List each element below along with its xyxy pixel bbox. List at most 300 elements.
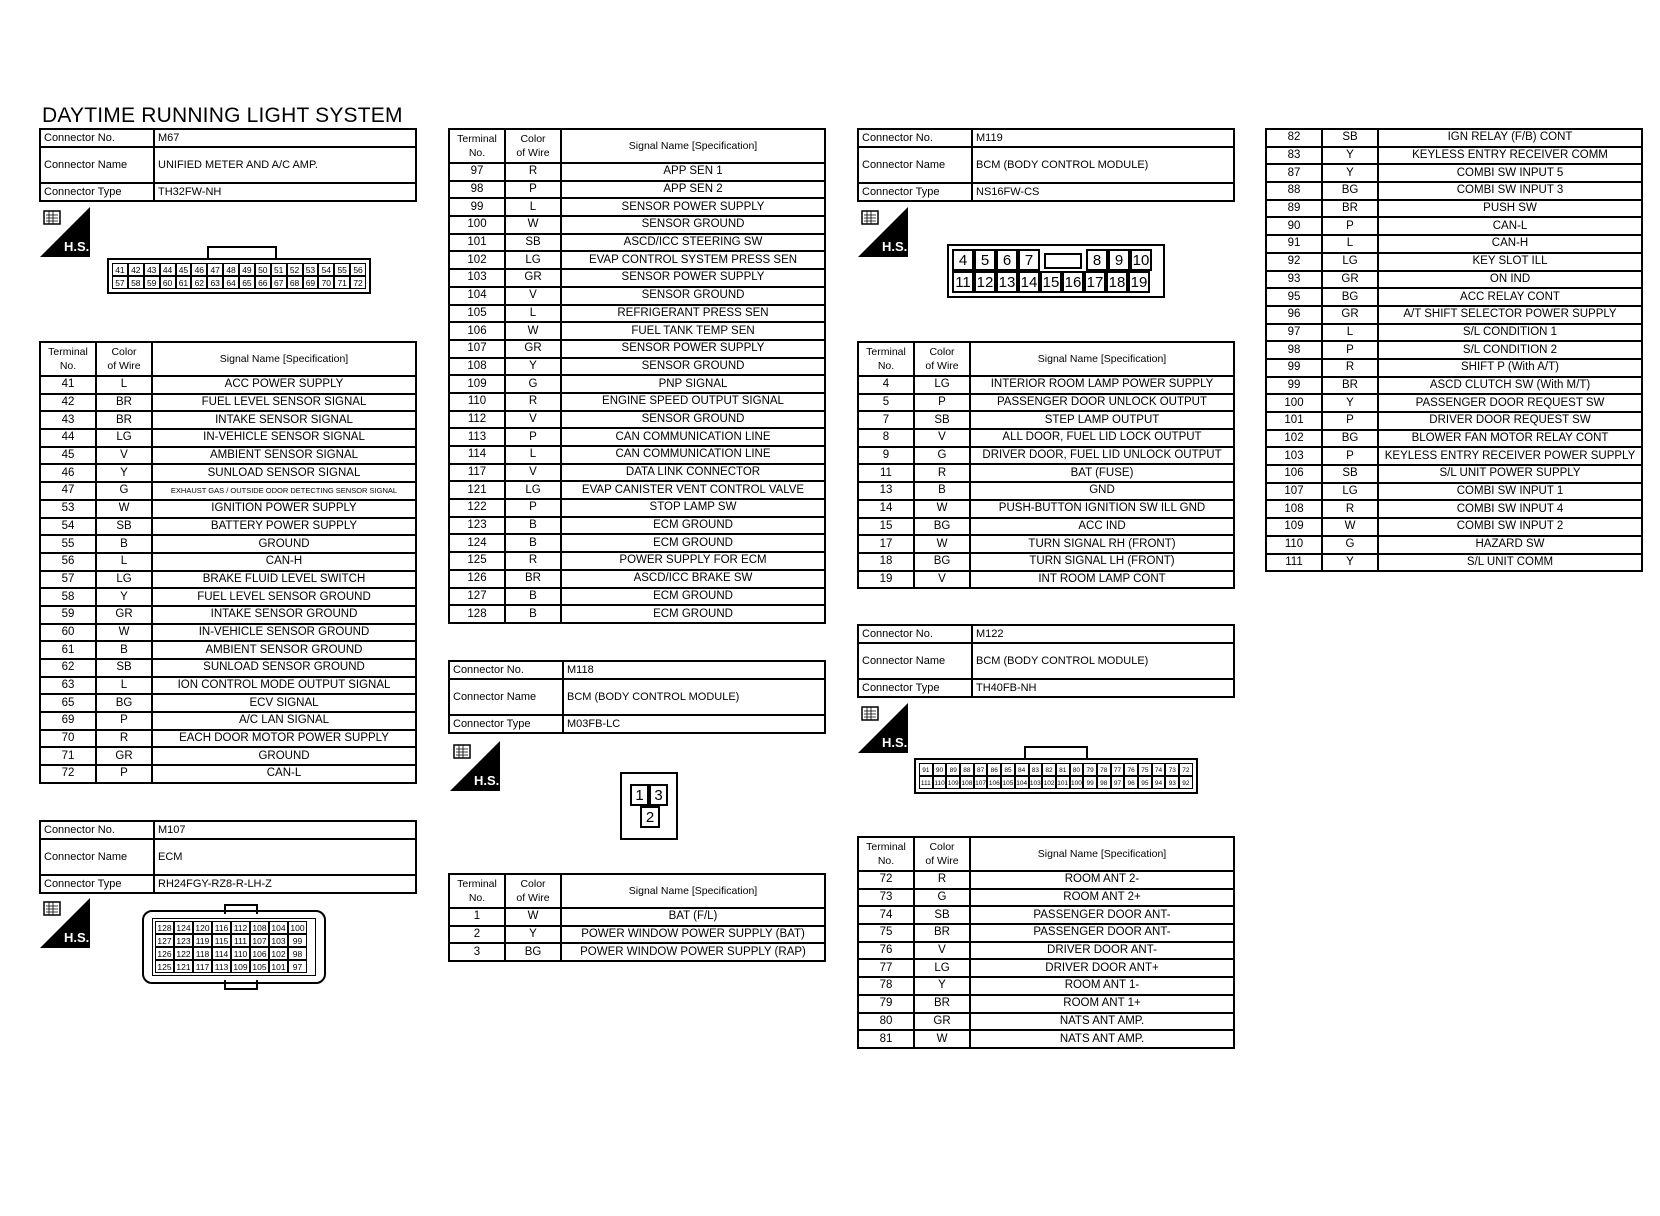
wire-color: BR [96, 394, 152, 412]
signal-name: INTAKE SENSOR GROUND [152, 606, 416, 624]
table-row [449, 251, 825, 269]
connector-pin: 119 [193, 934, 212, 947]
table-row [858, 995, 1234, 1013]
connector-pin: 77 [1111, 763, 1125, 776]
table-row [449, 216, 825, 234]
signal-name: CAN-L [1378, 217, 1642, 235]
wire-color: R [1322, 500, 1378, 518]
terminal-no: 72 [858, 871, 914, 889]
connector-pin: 81 [1056, 763, 1070, 776]
table-row [40, 606, 416, 624]
wire-color: BG [914, 553, 970, 571]
connector-pin: 111 [919, 776, 933, 789]
signal-name: SENSOR GROUND [561, 216, 825, 234]
connector-pin: 56 [350, 263, 366, 276]
terminal-no: 105 [449, 305, 505, 323]
connector-no: M122 [972, 625, 1234, 643]
connector-pin: 44 [160, 263, 176, 276]
wire-color: R [1322, 359, 1378, 377]
wire-color: R [505, 393, 561, 411]
signal-name: DRIVER DOOR ANT+ [970, 959, 1234, 977]
terminal-no: 4 [858, 376, 914, 394]
table-row [40, 500, 416, 518]
connector-pin: 70 [318, 276, 334, 289]
connector-pin: 1 [630, 784, 649, 806]
terminal-no: 74 [858, 906, 914, 924]
signal-name: PUSH SW [1378, 200, 1642, 218]
wire-color: W [914, 1030, 970, 1048]
terminal-no: 107 [1266, 483, 1322, 501]
connector-pin: 16 [1062, 271, 1084, 293]
signal-name: ROOM ANT 2- [970, 871, 1234, 889]
connector-pin: 89 [946, 763, 960, 776]
signal-name: IGN RELAY (F/B) CONT [1378, 129, 1642, 147]
table-row [449, 428, 825, 446]
table-row [449, 464, 825, 482]
table-row [449, 552, 825, 570]
signal-name: COMBI SW INPUT 3 [1378, 182, 1642, 200]
table-row [40, 464, 416, 482]
terminal-no: 1 [449, 908, 505, 926]
terminal-no: 17 [858, 535, 914, 553]
wire-color: SB [914, 411, 970, 429]
terminal-no: 98 [1266, 341, 1322, 359]
signal-name: EACH DOOR MOTOR POWER SUPPLY [152, 730, 416, 748]
signal-name: APP SEN 1 [561, 163, 825, 181]
connector-pin: 7 [1018, 249, 1040, 271]
wire-color: G [96, 482, 152, 500]
signal-name: ROOM ANT 1+ [970, 995, 1234, 1013]
terminal-no: 88 [1266, 182, 1322, 200]
connector-type: M03FB-LC [563, 715, 825, 733]
table-row [449, 588, 825, 606]
connector-pin: 123 [174, 934, 193, 947]
table-row [449, 322, 825, 340]
wire-color: GR [505, 269, 561, 287]
signal-name: S/L CONDITION 2 [1378, 341, 1642, 359]
col-signal: Signal Name [Specification] [970, 342, 1234, 376]
table-row [449, 287, 825, 305]
terminal-no: 47 [40, 482, 96, 500]
harness-side-icon [858, 703, 908, 753]
wire-color: BG [505, 943, 561, 961]
terminal-no: 106 [449, 322, 505, 340]
table-row [1266, 500, 1642, 518]
terminal-no: 46 [40, 464, 96, 482]
signal-name: STOP LAMP SW [561, 499, 825, 517]
terminal-no: 97 [449, 163, 505, 181]
table-row [1266, 536, 1642, 554]
wire-color: Y [96, 464, 152, 482]
connector-face-m122 [914, 746, 1198, 794]
table-row [40, 429, 416, 447]
terminal-no: 14 [858, 500, 914, 518]
connector-pin: 82 [1042, 763, 1056, 776]
table-row [449, 181, 825, 199]
signal-name: DRIVER DOOR, FUEL LID UNLOCK OUTPUT [970, 447, 1234, 465]
wire-color: V [505, 411, 561, 429]
label: Connector No. [449, 661, 563, 679]
signal-name: ACC IND [970, 518, 1234, 536]
wire-color: R [914, 464, 970, 482]
table-row [1266, 182, 1642, 200]
label: Connector Name [858, 643, 972, 679]
wire-color: L [96, 677, 152, 695]
connector-pin: 74 [1152, 763, 1166, 776]
connector-no: M67 [154, 129, 416, 147]
terminal-no: 99 [449, 198, 505, 216]
signal-name: POWER WINDOW POWER SUPPLY (BAT) [561, 926, 825, 944]
signal-name: BATTERY POWER SUPPLY [152, 518, 416, 536]
table-row [1266, 412, 1642, 430]
wire-color: SB [1322, 129, 1378, 147]
terminal-table-m67 [39, 341, 417, 784]
table-row [1266, 200, 1642, 218]
signal-name: INTERIOR ROOM LAMP POWER SUPPLY [970, 376, 1234, 394]
connector-pin: 108 [960, 776, 974, 789]
wire-color: GR [1322, 306, 1378, 324]
wire-color: P [1322, 412, 1378, 430]
connector-pin: 72 [1179, 763, 1193, 776]
terminal-no: 8 [858, 429, 914, 447]
table-row [449, 517, 825, 535]
connector-pin: 104 [1015, 776, 1029, 789]
col-color: Color of Wire [505, 129, 561, 163]
connector-pin: 111 [231, 934, 250, 947]
wire-color: BG [914, 518, 970, 536]
connector-pin: 91 [919, 763, 933, 776]
signal-name: CAN-L [152, 765, 416, 783]
connector-pin: 101 [1056, 776, 1070, 789]
connector-pin: 4 [952, 249, 974, 271]
wire-color: G [505, 375, 561, 393]
table-row [449, 926, 825, 944]
connector-pin: 109 [946, 776, 960, 789]
signal-name: SENSOR GROUND [561, 287, 825, 305]
signal-name: KEY SLOT ILL [1378, 253, 1642, 271]
terminal-no: 61 [40, 641, 96, 659]
connector-pin: 2 [640, 806, 660, 828]
table-row [40, 765, 416, 783]
table-row [858, 889, 1234, 907]
terminal-no: 126 [449, 570, 505, 588]
connector-pin: 97 [288, 960, 307, 973]
connector-pin: 126 [155, 947, 174, 960]
table-row [40, 624, 416, 642]
terminal-no: 109 [1266, 518, 1322, 536]
col-signal: Signal Name [Specification] [561, 874, 825, 908]
connector-pin: 104 [269, 921, 288, 934]
signal-name: SUNLOAD SENSOR SIGNAL [152, 464, 416, 482]
terminal-no: 58 [40, 588, 96, 606]
signal-name: DATA LINK CONNECTOR [561, 464, 825, 482]
connector-pin: 64 [223, 276, 239, 289]
signal-name: DRIVER DOOR REQUEST SW [1378, 412, 1642, 430]
table-row [40, 712, 416, 730]
terminal-no: 103 [1266, 447, 1322, 465]
terminal-no: 93 [1266, 271, 1322, 289]
wire-color: W [914, 535, 970, 553]
col-terminal: Terminal No. [40, 342, 96, 376]
connector-pin: 6 [996, 249, 1018, 271]
connector-pin: 106 [250, 947, 269, 960]
terminal-no: 109 [449, 375, 505, 393]
wire-color: Y [1322, 164, 1378, 182]
table-row [449, 393, 825, 411]
connector-pin: 12 [974, 271, 996, 293]
connector-pin: 101 [269, 960, 288, 973]
signal-name: NATS ANT AMP. [970, 1030, 1234, 1048]
connector-pin: 43 [144, 263, 160, 276]
table-row [858, 1030, 1234, 1048]
table-row [449, 269, 825, 287]
connector-pin: 128 [155, 921, 174, 934]
table-row [1266, 253, 1642, 271]
wire-color: P [505, 428, 561, 446]
wire-color: V [505, 287, 561, 305]
signal-name: EVAP CANISTER VENT CONTROL VALVE [561, 481, 825, 499]
signal-name: S/L UNIT POWER SUPPLY [1378, 465, 1642, 483]
connector-pin: 85 [1001, 763, 1015, 776]
connector-pin: 99 [1083, 776, 1097, 789]
connector-info-m107 [39, 820, 417, 894]
signal-name: ON IND [1378, 271, 1642, 289]
connector-pin: 122 [174, 947, 193, 960]
connector-pin: 121 [174, 960, 193, 973]
table-row [858, 376, 1234, 394]
table-row [858, 535, 1234, 553]
connector-pin: 100 [288, 921, 307, 934]
terminal-no: 78 [858, 977, 914, 995]
terminal-no: 95 [1266, 288, 1322, 306]
signal-name: ION CONTROL MODE OUTPUT SIGNAL [152, 677, 416, 695]
signal-name: COMBI SW INPUT 4 [1378, 500, 1642, 518]
terminal-no: 106 [1266, 465, 1322, 483]
terminal-no: 102 [449, 251, 505, 269]
signal-name: PUSH-BUTTON IGNITION SW ILL GND [970, 500, 1234, 518]
connector-pin: 83 [1029, 763, 1043, 776]
terminal-no: 87 [1266, 164, 1322, 182]
connector-pin: 53 [303, 263, 319, 276]
signal-name: PNP SIGNAL [561, 375, 825, 393]
terminal-no: 75 [858, 924, 914, 942]
wire-color: G [1322, 536, 1378, 554]
connector-pin: 42 [128, 263, 144, 276]
wire-color: GR [96, 606, 152, 624]
terminal-no: 101 [1266, 412, 1322, 430]
table-row [1266, 324, 1642, 342]
connector-pin: 127 [155, 934, 174, 947]
terminal-no: 79 [858, 995, 914, 1013]
table-row [1266, 129, 1642, 147]
connector-pin: 107 [250, 934, 269, 947]
terminal-no: 99 [1266, 377, 1322, 395]
signal-name: EXHAUST GAS / OUTSIDE ODOR DETECTING SENSOR SIGNAL [152, 482, 416, 500]
svg-text:H.S.: H.S. [474, 773, 500, 788]
wire-color: W [505, 908, 561, 926]
table-row [449, 908, 825, 926]
connector-pin: 8 [1086, 249, 1108, 271]
wire-color: BR [1322, 377, 1378, 395]
connector-pin: 120 [193, 921, 212, 934]
connector-pin: 106 [987, 776, 1001, 789]
connector-pin: 97 [1111, 776, 1125, 789]
connector-pin: 54 [318, 263, 334, 276]
wire-color: Y [96, 588, 152, 606]
connector-pin: 100 [1070, 776, 1084, 789]
signal-name: PASSENGER DOOR ANT- [970, 924, 1234, 942]
wire-color: W [505, 216, 561, 234]
wire-color: LG [96, 429, 152, 447]
table-row [858, 411, 1234, 429]
svg-text:H.S.: H.S. [64, 239, 90, 254]
signal-name: ASCD CLUTCH SW (With M/T) [1378, 377, 1642, 395]
wire-color: SB [1322, 465, 1378, 483]
connector-pin: 93 [1165, 776, 1179, 789]
table-row [449, 499, 825, 517]
connector-pin: 49 [239, 263, 255, 276]
terminal-no: 96 [1266, 306, 1322, 324]
signal-name: FUEL LEVEL SENSOR SIGNAL [152, 394, 416, 412]
table-row [1266, 359, 1642, 377]
col-color: Color of Wire [914, 342, 970, 376]
wire-color: L [96, 553, 152, 571]
connector-no: M107 [154, 821, 416, 839]
signal-name: IN-VEHICLE SENSOR GROUND [152, 624, 416, 642]
wire-color: Y [505, 358, 561, 376]
signal-name: KEYLESS ENTRY RECEIVER COMM [1378, 147, 1642, 165]
table-row [40, 659, 416, 677]
signal-name: ECM GROUND [561, 534, 825, 552]
signal-name: ECM GROUND [561, 588, 825, 606]
signal-name: COMBI SW INPUT 1 [1378, 483, 1642, 501]
terminal-no: 99 [1266, 359, 1322, 377]
wire-color: LG [96, 571, 152, 589]
table-row [1266, 465, 1642, 483]
terminal-no: 110 [449, 393, 505, 411]
connector-pin: 103 [1029, 776, 1043, 789]
connector-pin: 79 [1083, 763, 1097, 776]
col-terminal: Terminal No. [858, 837, 914, 871]
table-row [858, 464, 1234, 482]
label: Connector No. [40, 821, 154, 839]
signal-name: GROUND [152, 747, 416, 765]
signal-name: CAN-H [1378, 235, 1642, 253]
label: Connector Name [858, 147, 972, 183]
svg-text:H.S.: H.S. [882, 735, 908, 750]
wire-color: L [96, 376, 152, 394]
signal-name: TURN SIGNAL LH (FRONT) [970, 553, 1234, 571]
terminal-no: 76 [858, 942, 914, 960]
connector-pin: 98 [1097, 776, 1111, 789]
table-row [1266, 217, 1642, 235]
table-row [858, 518, 1234, 536]
wire-color: P [1322, 217, 1378, 235]
table-row [449, 234, 825, 252]
table-row [40, 694, 416, 712]
table-row [858, 482, 1234, 500]
connector-pin: 41 [112, 263, 128, 276]
signal-name: INT ROOM LAMP CONT [970, 571, 1234, 589]
wire-color: LG [505, 251, 561, 269]
connector-pin: 87 [974, 763, 988, 776]
connector-face-m67 [107, 246, 371, 294]
table-row [858, 553, 1234, 571]
connector-pin: 96 [1124, 776, 1138, 789]
terminal-no: 128 [449, 605, 505, 623]
wire-color: Y [1322, 394, 1378, 412]
connector-pin: 17 [1084, 271, 1106, 293]
signal-name: IGNITION POWER SUPPLY [152, 500, 416, 518]
table-row [449, 358, 825, 376]
terminal-no: 91 [1266, 235, 1322, 253]
terminal-table-m118 [448, 873, 826, 962]
terminal-no: 71 [40, 747, 96, 765]
signal-name: ENGINE SPEED OUTPUT SIGNAL [561, 393, 825, 411]
connector-pin: 62 [191, 276, 207, 289]
table-row [1266, 518, 1642, 536]
signal-name: APP SEN 2 [561, 181, 825, 199]
signal-name: ACC RELAY CONT [1378, 288, 1642, 306]
terminal-no: 102 [1266, 430, 1322, 448]
terminal-no: 101 [449, 234, 505, 252]
connector-name: ECM [154, 839, 416, 875]
connector-pin: 102 [1042, 776, 1056, 789]
signal-name: STEP LAMP OUTPUT [970, 411, 1234, 429]
label: Connector No. [858, 625, 972, 643]
table-row [449, 446, 825, 464]
wire-color: R [96, 730, 152, 748]
connector-pin: 105 [250, 960, 269, 973]
signal-name: FUEL LEVEL SENSOR GROUND [152, 588, 416, 606]
signal-name: SENSOR POWER SUPPLY [561, 269, 825, 287]
connector-pin: 75 [1138, 763, 1152, 776]
table-row [40, 641, 416, 659]
signal-name: ASCD/ICC BRAKE SW [561, 570, 825, 588]
connector-type: TH32FW-NH [154, 183, 416, 201]
table-row [1266, 306, 1642, 324]
signal-name: EVAP CONTROL SYSTEM PRESS SEN [561, 251, 825, 269]
table-row [449, 534, 825, 552]
terminal-no: 114 [449, 446, 505, 464]
wire-color: R [505, 163, 561, 181]
terminal-no: 103 [449, 269, 505, 287]
terminal-no: 104 [449, 287, 505, 305]
connector-pin: 67 [271, 276, 287, 289]
wire-color: Y [1322, 147, 1378, 165]
connector-pin: 66 [255, 276, 271, 289]
table-row [40, 571, 416, 589]
terminal-no: 62 [40, 659, 96, 677]
signal-name: BLOWER FAN MOTOR RELAY CONT [1378, 430, 1642, 448]
table-row [40, 588, 416, 606]
terminal-no: 44 [40, 429, 96, 447]
signal-name: FUEL TANK TEMP SEN [561, 322, 825, 340]
wire-color: SB [914, 906, 970, 924]
signal-name: REFRIGERANT PRESS SEN [561, 305, 825, 323]
wire-color: W [96, 624, 152, 642]
connector-pin: 3 [649, 784, 668, 806]
connector-pin: 114 [212, 947, 231, 960]
wire-color: GR [96, 747, 152, 765]
connector-pin: 51 [271, 263, 287, 276]
table-row [40, 411, 416, 429]
terminal-no: 18 [858, 553, 914, 571]
terminal-no: 100 [449, 216, 505, 234]
connector-pin: 50 [255, 263, 271, 276]
connector-pin: 48 [223, 263, 239, 276]
signal-name: BAT (F/L) [561, 908, 825, 926]
